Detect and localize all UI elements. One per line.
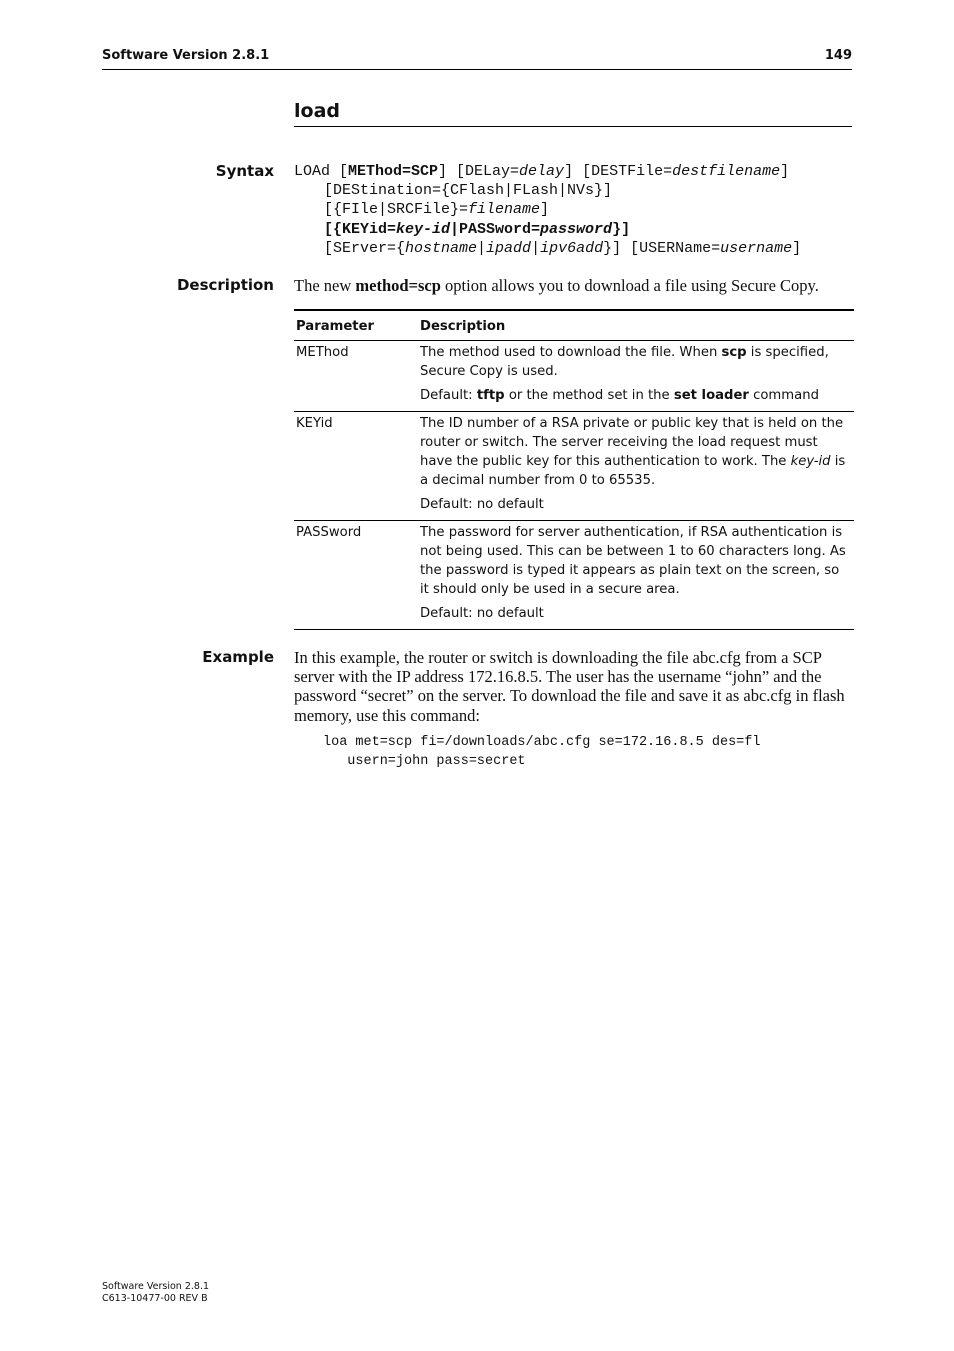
description-text: The new method=scp option allows you to download a file using Secure Copy. [294,276,819,295]
header-description: Description [418,310,854,341]
syntax-line-3: [{FIle|SRCFile}=filename] [324,201,550,219]
example-text: In this example, the router or switch is downloading the file abc.cfg from a SCP server with the IP address 172.16.8.5. The user has the username “john” and the password “secret” on the server. To download the file and save it as abc.cfg in flash memory, use this command: [294,648,845,725]
param-description: The password for server authentication, if RSA authentication is not being used. This can be between 1 to 60 characters long. As the password is typed it appears as plain text on the screen, so it should only be used in a secure area. Default: no default [418,521,854,630]
param-name: PASSword [294,521,418,630]
syntax-line-1: LOAd [METhod=SCP] [DELay=delay] [DESTFile=destfilename] [294,163,790,180]
param-description: The ID number of a RSA private or public key that is held on the router or switch. The server receiving the load request must have the public key for this authentication to work. The key-id is a decimal number from 0 to 65535. Default: no default [418,412,854,521]
description-label: Description [176,276,274,294]
page-footer [102,1281,209,1304]
param-default: Default: no default [420,497,544,512]
header-version: Software Version 2.8.1 [102,48,270,63]
syntax-line-5: [SErver={hostname|ipadd|ipv6add}] [USERName=username] [324,239,802,257]
param-description: The method used to download the file. When scp is specified, Secure Copy is used. Default: tftp or the method set in the set loader command [418,341,854,412]
param-default: Default: tftp or the method set in the set loader command [420,388,819,403]
page-header [102,48,852,70]
table-header-row [294,310,854,341]
page-number: 149 [824,48,852,63]
syntax-line-2: [DEStination={CFlash|FLash|NVs}] [324,182,613,200]
table-row [294,521,854,630]
param-name: METhod [294,341,418,412]
param-default: Default: no default [420,606,544,621]
footer-doc-id: C613-10477-00 REV B [102,1292,208,1304]
header-parameter: Parameter [294,310,418,341]
example-label: Example [202,648,274,666]
syntax-line-4: [{KEYid=key-id|PASSword=password}] [324,220,631,238]
syntax-label: Syntax [215,162,274,180]
table-row [294,341,854,412]
command-title: load [294,100,852,127]
footer-version: Software Version 2.8.1 [102,1281,210,1292]
param-name: KEYid [294,412,418,521]
syntax-block [294,162,801,258]
parameter-table [294,309,854,630]
example-command: loa met=scp fi=/downloads/abc.cfg se=172.16.8.5 des=fl usern=john pass=secret [323,735,761,769]
table-row [294,412,854,521]
